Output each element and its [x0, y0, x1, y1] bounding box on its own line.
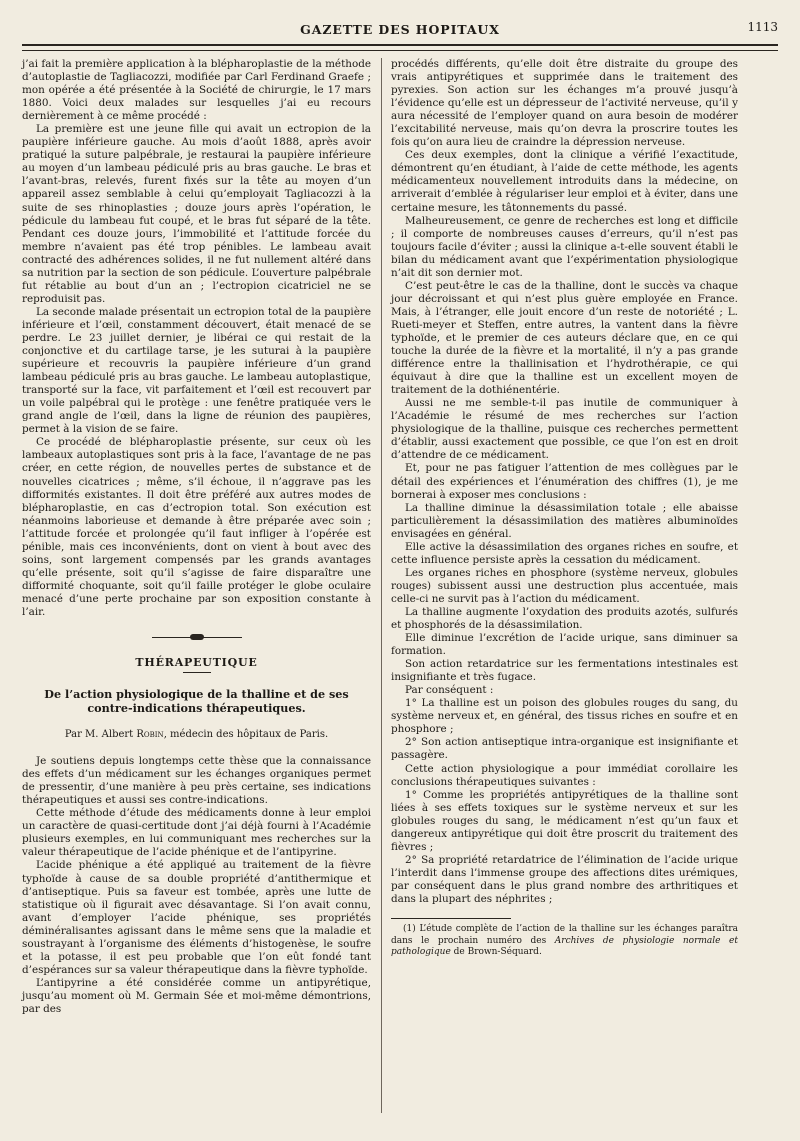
- paragraph: Ces deux exemples, dont la clinique a vérifié l’exactitude, démontrent qu’en étudiant, à l’aide de cette méthode, les agents médicamenteux nouvellement introduits dans la médecine, on arriverait d’emblée à régulariser leur emploi et à éviter, dans une certaine mesure, les tâtonnements du passé.: [391, 149, 738, 214]
- paragraph: Malheureusement, ce genre de recherches est long et difficile ; il comporte de nombreuses causes d’erreurs, qu’il n’est pas toujours facile d’éviter ; aussi la clinique a-t-elle souvent établi le bilan du médicament avant que l’expérimentation physiologique n’ait dit son dernier mot.: [391, 214, 738, 279]
- column-divider: [381, 58, 382, 1113]
- header-rule-thick: [22, 44, 778, 46]
- author-prefix: Par M. Albert: [64, 729, 137, 741]
- paragraph: La thalline diminue la désassimilation totale ; elle abaisse particulièrement la désassimilation des matières albuminoïdes envisagées en général.: [391, 501, 738, 540]
- paragraph: Et, pour ne pas fatiguer l’attention de mes collègues par le détail des expériences et l’énumération des chiffres (1), je me bornerai à exposer mes conclusions :: [391, 462, 738, 501]
- right-column: [391, 58, 738, 959]
- paragraph: La première est une jeune fille qui avait un ectropion de la paupière inférieure gauche. Au mois d’août 1888, après avoir pratiqué la suture palpébrale, je restaurai la paupière inférieure au moyen d’un lambeau pédiculé pris au bras gauche. Le bras et l’avant-bras, relevés, furent fixés sur la tête au moyen d’un appareil assez semblable à celui qu’employait Tagliacozzi à la suite de ses rhinoplasties ; douze jours après l’opération, le pédicule du lambeau fut coupé, et le bras fut séparé de la tête. Pendant ces douze jours, l’immobilité et l’attitude forcée du membre n’avaient pas été trop pénibles. Le lambeau avait contracté des adhérences solides, il ne fut nullement altéré dans sa nutrition par la section de son pédicule. L’ouverture palpébrale fut rétablie au bout d’un an ; l’ectropion cicatriciel ne se reproduisit pas.: [22, 123, 371, 305]
- paragraph: C’est peut-être le cas de la thalline, dont le succès va chaque jour décroissant et qui n’est plus guère employée en France. Mais, à l’étranger, elle jouit encore d’un reste de notoriété ; L. Rueti-meyer et Steffen, entre autres, la vantent dans la fièvre typhoïde, et le premier de ces auteurs déclare que, en ce qui touche la durée de la fièvre et la mortalité, il n’y a pas grande différence entre la thallinisation et l’hydrothérapie, ce qui équivaut à dire que la thalline est un excellent moyen de traitement de la dothiénentérie.: [391, 279, 738, 397]
- footnote: [391, 924, 738, 959]
- paragraph: 1° La thalline est un poison des globules rouges du sang, du système nerveux et, en général, des tissus riches en soufre et en phosphore ;: [391, 697, 738, 736]
- article-author: [22, 728, 371, 741]
- section-title: THÉRAPEUTIQUE: [135, 656, 258, 670]
- paragraph: 1° Comme les propriétés antipyrétiques de la thalline sont liées à ses effets toxiques sur le système nerveux et sur les globules rouges du sang, le médicament n’est qu’un faux et dangereux antipyrétique qui doit être proscrit du traitement des fièvres ;: [391, 788, 738, 853]
- paragraph: Par conséquent :: [405, 684, 494, 697]
- section-rule: [183, 672, 211, 673]
- article-title: De l’action physiologique de la thalline et de ses contre-indications thérapeutiques.: [44, 687, 349, 716]
- paragraph: Les organes riches en phosphore (système nerveux, globules rouges) subissent aussi une destruction plus accentuée, mais celle-ci ne survit pas à l’action du médicament.: [391, 566, 738, 605]
- paragraph: Elle diminue l’excrétion de l’acide urique, sans diminuer sa formation.: [391, 632, 738, 658]
- footnote-journal: Archives de physiologie normale et pathologique: [391, 935, 738, 958]
- paragraph: La thalline augmente l’oxydation des produits azotés, sulfurés et phosphorés de la désassimilation.: [391, 605, 738, 632]
- paragraph: Cette méthode d’étude des médicaments donne à leur emploi un caractère de quasi-certitude dont j’ai déjà fourni à l’Académie plusieurs exemples, en lui communiquant mes recherches sur la valeur thérapeutique de l’acide phénique et de l’antipyrine.: [22, 807, 371, 859]
- footnote-text: (1) L’étude complète de l’action de la thalline sur les échanges paraîtra dans le prochain numéro des: [391, 924, 738, 946]
- paragraph: procédés différents, qu’elle doit être distraite du groupe des vrais antipyrétiques et supprimée dans le traitement des pyrexies. Son action sur les échanges m’a prouvé jusqu’à l’évidence qu’elle est un dépresseur de l’activité nerveuse, qu’il y aura nécessité de l’employer quand on aura besoin de modérer l’excitabilité nerveuse, mais qu’on devra la proscrire toutes les fois qu’on aura lieu de craindre la dépression nerveuse.: [391, 58, 738, 149]
- paragraph: La seconde malade présentait un ectropion total de la paupière inférieure et l’œil, constamment découvert, était menacé de se perdre. Le 23 juillet dernier, je libérai ce qui restait de la conjonctive et du cartilage tarse, je les suturai à la paupière supérieure et recouvris la paupière inférieure d’un grand lambeau pédiculé pris au bras gauche. Le lambeau autoplastique, transporté sur la face, vit parfaitement et l’œil est recouvert par un voile palpébral qui le protège : une fenêtre pratiquée vers le grand angle de l’œil, dans la ligne de réunion des paupières, permet à la vision de se faire.: [22, 305, 371, 436]
- paragraph: j’ai fait la première application à la blépharoplastie de la méthode d’autoplastie de Tagliacozzi, modifiée par Carl Ferdinand Graefe ; mon opérée a été présentée à la Société de chirurgie, le 17 mars 1880. Voici deux malades sur lesquelles j’ai eu recours dernièrement à ce même procédé :: [22, 58, 371, 123]
- paragraph: Je soutiens depuis longtemps cette thèse que la connaissance des effets d’un médicament sur les échanges organiques permet de pressentir, d’une manière à peu près certaine, ses indications thérapeutiques et aussi ses contre-indications.: [22, 755, 371, 807]
- paragraph: Aussi ne me semble-t-il pas inutile de communiquer à l’Académie le résumé de mes recherches sur l’action physiologique de la thalline, puisque ces recherches permettent d’établir, aussi exactement que possible, ce que l’on est en droit d’attendre de ce médicament.: [391, 397, 738, 462]
- footnote-text-end: de Brown-Séquard.: [450, 947, 542, 958]
- paragraph: 2° Son action antiseptique intra-organique est insignifiante et passagère.: [391, 736, 738, 762]
- page-number: 1113: [747, 20, 778, 34]
- paragraph: L’acide phénique a été appliqué au traitement de la fièvre typhoïde à cause de sa double propriété d’antithermique et d’antiseptique. Puis sa faveur est tombée, après une lutte de statistique où il figurait avec désavantage. Si l’on avait connu, avant d’employer l’acide phénique, ses propriétés déminéralisantes agissant dans le même sens que la maladie et soustrayant à l’organisme des éléments d’histogenèse, le soufre et la potasse, il est peu probable que l’on eût fondé tant d’espérances sur sa valeur thérapeutique dans la fièvre typhoïde.: [22, 859, 371, 976]
- paragraph: Cette action physiologique a pour immédiat corollaire les conclusions thérapeutiques suivantes :: [391, 762, 738, 788]
- section-ornament: [152, 634, 242, 642]
- header-rule-thin: [22, 50, 778, 51]
- paragraph: 2° Sa propriété retardatrice de l’élimination de l’acide urique l’interdit dans l’immense groupe des affections dites urémiques, par conséquent dans le plus grand nombre des arthritiques et dans la plupart des néphrites ;: [391, 853, 738, 905]
- left-column: [22, 58, 371, 1016]
- footnote-rule: [391, 918, 511, 919]
- paragraph: Son action retardatrice sur les fermentations intestinales est insignifiante et très fugace.: [391, 658, 738, 684]
- paragraph: Elle active la désassimilation des organes riches en soufre, et cette influence persiste après la cessation du médicament.: [391, 540, 738, 566]
- paragraph: L’antipyrine a été considérée comme un antipyrétique, jusqu’au moment où M. Germain Sée et moi-même démontrions, par des: [22, 976, 371, 1015]
- paragraph: Ce procédé de blépharoplastie présente, sur ceux où les lambeaux autoplastiques sont pris à la face, l’avantage de ne pas créer, en cette région, de nouvelles pertes de substance et de nouvelles cicatrices ; même, s’il échoue, il n’aggrave pas les difformités existantes. Il doit être préféré aux autres modes de blépharoplastie, en cas d’ectropion total. Son exécution est néanmoins laborieuse et demande à être préparée avec soin ; l’attitude forcée et prolongée qu’il faut infliger à l’opérée est pénible, mais ces inconvénients, dont on vient à bout avec des soins, sont largement compensés par les grands avantages qu’elle présente, soit qu’il s’agisse de faire disparaître une difformité choquante, soit qu’il faille protéger le globe oculaire menacé d’une perte prochaine par son exposition constante à l’air.: [22, 436, 371, 618]
- journal-title: GAZETTE DES HOPITAUX: [300, 22, 500, 37]
- author-name: Robin: [136, 729, 164, 741]
- author-suffix: , médecin des hôpitaux de Paris.: [163, 729, 329, 741]
